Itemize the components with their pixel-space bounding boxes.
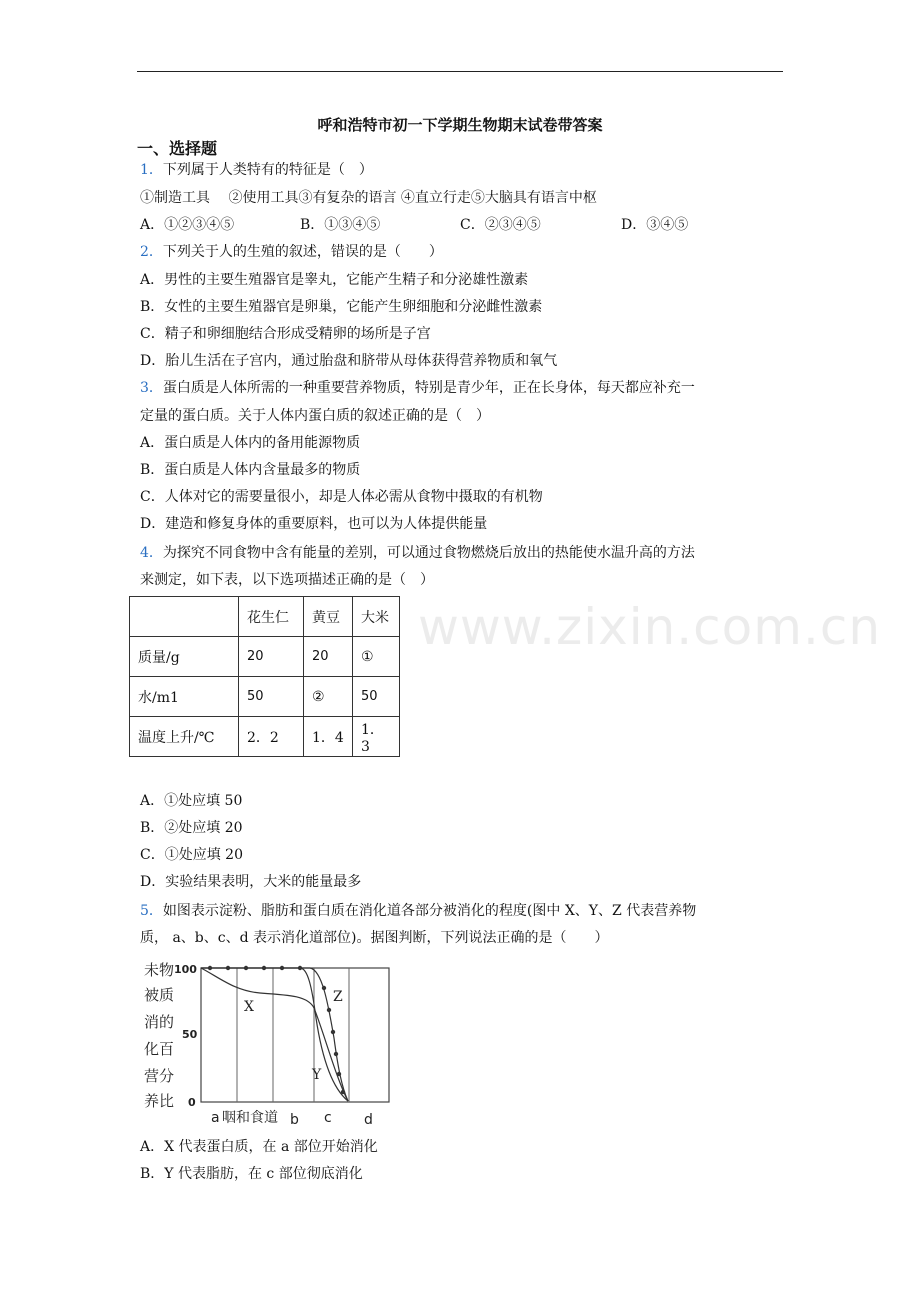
- table-cell: 20: [239, 637, 304, 677]
- question-4-stem-cont: 来测定，如下表，以下选项描述正确的是（ ）: [140, 572, 434, 588]
- question-text: 下列关于人的生殖的叙述，错误的是（ ）: [162, 244, 443, 260]
- curve-z-dots: [208, 966, 345, 1094]
- question-1-option-b: B．①③④⑤: [300, 217, 381, 233]
- question-2-stem: [140, 242, 443, 262]
- question-text: 下列属于人类特有的特征是（ ）: [162, 162, 373, 178]
- question-5-stem-cont: 质， a、b、c、d 表示消化道部位)。据图判断，下列说法正确的是（ ）: [140, 930, 609, 946]
- question-5-stem: [140, 901, 696, 921]
- ylabel-char: 比: [159, 1092, 175, 1110]
- question-text: 如图表示淀粉、脂肪和蛋白质在消化道各部分被消化的程度(图中 X、Y、Z 代表营养物: [162, 903, 697, 919]
- question-number: 2．: [140, 244, 163, 260]
- ylabel-char: 质: [159, 986, 175, 1004]
- table-cell: ②: [304, 677, 353, 717]
- x-label: c: [324, 1110, 332, 1126]
- question-text: 蛋白质是人体所需的一种重要营养物质，特别是青少年，正在长身体，每天都应补充一: [162, 380, 695, 396]
- table-cell: 1．4: [304, 717, 353, 757]
- table-header-cell: 大米: [353, 597, 400, 637]
- table-cell: 1．3: [353, 717, 400, 757]
- ylabel-char: 百: [159, 1040, 175, 1058]
- ylabel-char: 的: [159, 1013, 175, 1031]
- ylabel-char: 营: [144, 1067, 160, 1085]
- question-2-option-a: A．男性的主要生殖器官是睾丸，它能产生精子和分泌雄性激素: [140, 272, 529, 288]
- question-text: 为探究不同食物中含有能量的差别，可以通过食物燃烧后放出的热能使水温升高的方法: [162, 545, 695, 561]
- question-3-option-a: A．蛋白质是人体内的备用能源物质: [140, 435, 361, 451]
- question-4-option-b: B．②处应填 20: [140, 820, 243, 836]
- question-number: 5．: [140, 903, 163, 919]
- watermark: www.zixin.com.cn: [418, 598, 882, 656]
- ylabel-char: 分: [159, 1067, 175, 1085]
- question-1-option-a: A．①②③④⑤: [140, 217, 235, 233]
- x-label: a: [211, 1110, 220, 1126]
- question-number: 1．: [140, 162, 163, 178]
- question-2-option-b: B．女性的主要生殖器官是卵巢，它能产生卵细胞和分泌雌性激素: [140, 299, 543, 315]
- question-4-option-d: D．实验结果表明，大米的能量最多: [140, 874, 362, 890]
- question-1-stem: [140, 160, 373, 180]
- question-1-option-c: C．②③④⑤: [460, 217, 541, 233]
- ylabel-char: 未: [144, 961, 160, 979]
- table-cell: [130, 597, 239, 637]
- ylabel-char: 消: [144, 1013, 160, 1031]
- y-tick-label: 50: [182, 1028, 198, 1041]
- y-tick-label: 100: [174, 963, 197, 976]
- x-label: 咽和食道: [222, 1110, 278, 1126]
- y-tick-label: 0: [188, 1096, 196, 1109]
- question-2-option-d: D．胎儿生活在子宫内，通过胎盘和脐带从母体获得营养物质和氧气: [140, 353, 558, 369]
- question-2-option-c: C．精子和卵细胞结合形成受精卵的场所是子宫: [140, 326, 431, 342]
- table-cell: 50: [239, 677, 304, 717]
- x-label: b: [290, 1112, 299, 1128]
- question-1-items: ①制造工具 ②使用工具③有复杂的语言 ④直立行走⑤大脑具有语言中枢: [140, 190, 597, 206]
- question-number: 3．: [140, 380, 163, 396]
- table-header-row: [130, 597, 400, 637]
- digestion-graph: [140, 958, 400, 1130]
- table-header-cell: 花生仁: [239, 597, 304, 637]
- ylabel-char: 物: [159, 961, 175, 979]
- table-cell: ①: [353, 637, 400, 677]
- ylabel-char: 养: [144, 1092, 160, 1110]
- table-cell: 2．2: [239, 717, 304, 757]
- question-5-option-b: B．Y 代表脂肪，在 c 部位彻底消化: [140, 1166, 363, 1182]
- section-heading: 一、选择题: [137, 139, 218, 158]
- question-5-option-a: A．X 代表蛋白质，在 a 部位开始消化: [140, 1139, 378, 1155]
- ylabel-char: 被: [144, 986, 160, 1004]
- question-1-option-d: D．③④⑤: [621, 217, 689, 233]
- table-row: [130, 677, 400, 717]
- question-number: 4．: [140, 545, 163, 561]
- document-title: 呼和浩特市初一下学期生物期末试卷带答案: [317, 116, 603, 134]
- table-header-cell: 黄豆: [304, 597, 353, 637]
- series-label-y: Y: [312, 1067, 322, 1083]
- table-row: [130, 717, 400, 757]
- question-3-stem: [140, 378, 695, 398]
- question-3-option-c: C．人体对它的需要量很小，却是人体必需从食物中摄取的有机物: [140, 489, 543, 505]
- question-3-stem-cont: 定量的蛋白质。关于人体内蛋白质的叙述正确的是（ ）: [140, 408, 490, 424]
- series-label-x: X: [244, 999, 254, 1015]
- table-row-label: 水/m1: [130, 677, 239, 717]
- question-3-option-d: D．建造和修复身体的重要原料，也可以为人体提供能量: [140, 516, 488, 532]
- ylabel-char: 化: [144, 1040, 160, 1058]
- food-energy-table: [129, 596, 400, 757]
- x-label: d: [364, 1112, 373, 1128]
- question-3-option-b: B．蛋白质是人体内含量最多的物质: [140, 462, 361, 478]
- question-4-option-a: A．①处应填 50: [140, 793, 243, 809]
- table-row: [130, 637, 400, 677]
- header-rule: [137, 71, 783, 72]
- series-label-z: Z: [333, 989, 343, 1005]
- question-4-option-c: C．①处应填 20: [140, 847, 243, 863]
- table-cell: 20: [304, 637, 353, 677]
- table-row-label: 温度上升/℃: [130, 717, 239, 757]
- table-row-label: 质量/g: [130, 637, 239, 677]
- question-4-stem: [140, 543, 695, 563]
- plot-frame: [201, 968, 389, 1102]
- table-cell: 50: [353, 677, 400, 717]
